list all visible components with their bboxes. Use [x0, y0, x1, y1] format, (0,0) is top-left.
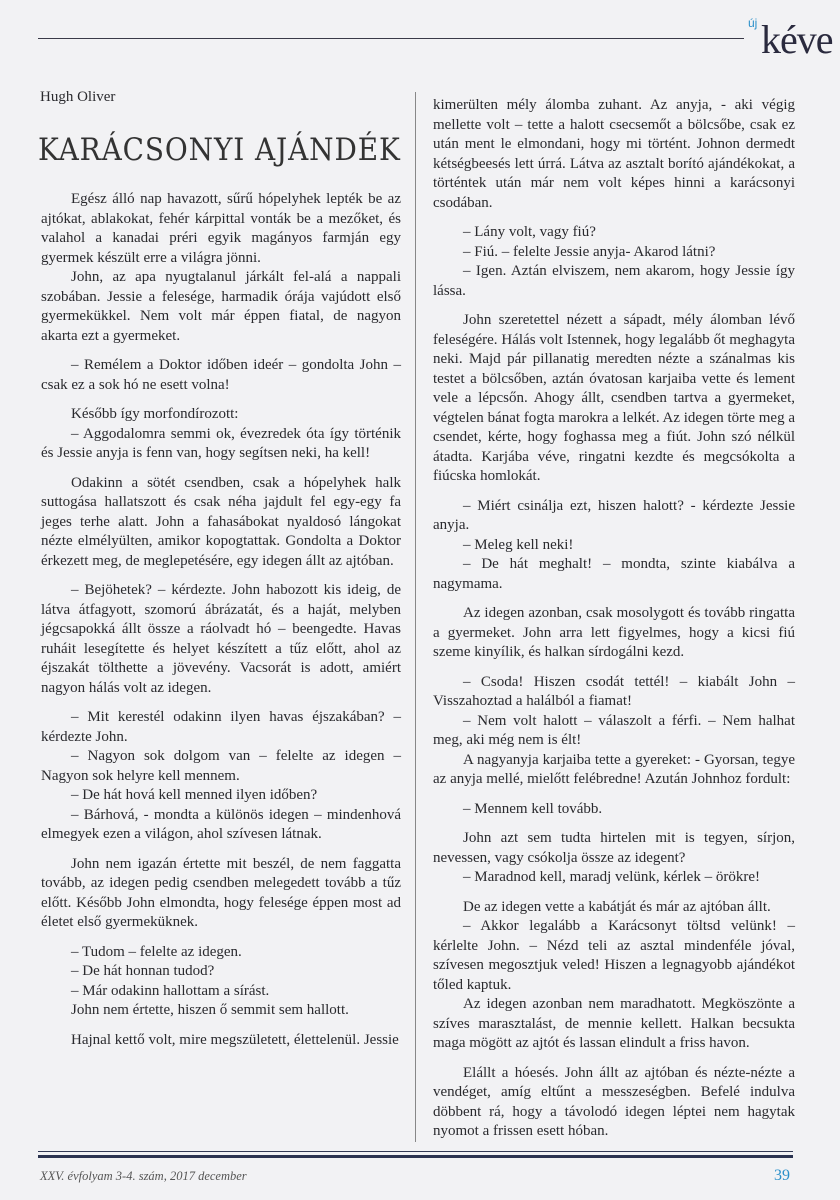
- page-footer: [0, 1148, 840, 1188]
- paragraph: – De hát hová kell menned ilyen időben?: [71, 787, 318, 803]
- paragraph: – Akkor legalább a Karácsonyt töltsd velünk! – kérlelte John. – Nézd teli az asztal mindenféle jóval, szívesen megosztjuk veled! Hiszen a legnagyobb ajándékot tőled kaptuk.: [433, 918, 795, 993]
- paragraph: kimerülten mély álomba zuhant. Az anyja, - aki végig mellette volt – tette a halott csecsemőt a bölcsőbe, csak ez után ment le elmondani, hogy mi történt. Johnon dermedt kétségbeesés lett úrrá. Látva az asztalt borító ajándékokat, a történtek után már nem volt képes hinni a karácsonyi csodában.: [433, 97, 795, 211]
- paragraph: – Csoda! Hiszen csodát tettél! – kiabált John – Visszahoztad a halálból a fiamat!: [433, 673, 795, 709]
- paragraph: – Bejöhetek? – kérdezte. John habozott kis ideig, de látva átfagyott, szomorú ábrázatát, és a haját, melyben jégcsapokká állt össze a ráolvadt hó – beengedte. Havas ruháit lesegítette és helyet készített a tűz előtt, ahol az éjszakát tölthette a jövevény. Vacsorát is adott, amiért nagyon hálás volt az idegen.: [41, 582, 401, 696]
- paragraph: – Már odakinn hallottam a sírást.: [71, 982, 270, 999]
- header-rule: [38, 38, 744, 39]
- paragraph: Később így morfondírozott:: [71, 406, 239, 422]
- paragraph: – Mit kerestél odakinn ilyen havas éjszakában? – kérdezte John.: [41, 709, 401, 745]
- right-column: [433, 96, 795, 1142]
- paragraph: – Meleg kell neki!: [463, 536, 574, 553]
- paragraph: John szeretettel nézett a sápadt, mély álomban lévő feleségére. Hálás volt Istennek, hogy legalább őt meghagyta neki. Majd pár pillanatig meredten nézte a szánalmas kis testet a bölcsőben, aztán óvatosan karjaiba vette és lement vele a lépcsőn. Ahogy állt, csendben tartva a gyermeket, végtelen bánat fogta marokra a lelkét. Az idegen törte meg a csendet, kérte, hogy foghassa meg a fiút. John szó nélkül átadta. Karjába véve, ringatni kezdte és megcsókolta a fiúcska homlokát.: [433, 312, 795, 484]
- paragraph: – De hát honnan tudod?: [71, 963, 215, 979]
- footer-rule-thick: [38, 1155, 793, 1158]
- paragraph: Hajnal kettő volt, mire megszületett, élettelenül. Jessie: [71, 1031, 399, 1048]
- paragraph: Az idegen azonban, csak mosolygott és tovább ringatta a gyermeket. John arra lett figyelmes, hogy a kicsi fiú szeme kinyílik, és halkan sírdogálni kezd.: [433, 605, 795, 660]
- paragraph: – Fiú. – felelte Jessie anyja- Akarod látni?: [463, 243, 716, 260]
- paragraph: Odakinn a sötét csendben, csak a hópelyhek halk suttogása hallatszott és csak néha jajdult fel egy-egy fa jeges terhe alatt. John a fahasábokat nyaldosó lángokat nézte elmélyülten, amikor kopogtattak. Gondolta a Doktor érkezett meg, de meglepetésére, egy idegen állt az ajtóban.: [41, 474, 401, 569]
- paragraph: John, az apa nyugtalanul járkált fel-alá a nappali szobában. Jessie a felesége, harmadik órája vajúdott első gyermekükkel. Nem volt már éppen fiatal, de nagyon akarta ezt a gyermeket.: [41, 269, 401, 344]
- page-number: 39: [774, 1167, 790, 1184]
- left-column: [41, 190, 401, 1050]
- article-title: KARÁCSONYI AJÁNDÉK: [38, 132, 401, 168]
- paragraph: John nem igazán értette mit beszél, de nem faggatta tovább, az idegen pedig csendben melegedett tovább a tűz előtt. Később John elmondta, hogy felesége éppen most ad életet első gyermeküknek.: [41, 855, 401, 930]
- paragraph: – Aggodalomra semmi ok, évezredek óta így történik és Jessie anyja is fenn van, hogy segítsen neki, ha kell!: [41, 425, 401, 461]
- paragraph: De az idegen vette a kabátját és már az ajtóban állt.: [463, 898, 771, 915]
- issue-info: XXV. évfolyam 3-4. szám, 2017 december: [40, 1169, 247, 1183]
- paragraph: – Maradnod kell, maradj velünk, kérlek – örökre!: [463, 869, 760, 885]
- column-divider: [415, 92, 416, 1142]
- magazine-logo: [748, 14, 833, 64]
- logo-main-text: kéve: [761, 17, 833, 62]
- paragraph: – Nagyon sok dolgom van – felelte az idegen – Nagyon sok helyre kell mennem.: [41, 748, 401, 784]
- paragraph: Elállt a hóesés. John állt az ajtóban és nézte-nézte a vendéget, amíg eltűnt a messzeségben. Befelé indulva döbbent rá, hogy a távolodó idegen léptei nem hagytak nyomot a frissen esett hóban.: [433, 1064, 795, 1139]
- paragraph: – Nem volt halott – válaszolt a férfi. – Nem halhat meg, aki még nem is élt!: [433, 712, 795, 748]
- footer-rule: [38, 1151, 793, 1152]
- paragraph: John azt sem tudta hirtelen mit is tegyen, sírjon, nevessen, vagy csókolja össze az idegent?: [433, 830, 795, 866]
- article-author: Hugh Oliver: [40, 89, 116, 105]
- logo-small-text: új: [748, 16, 758, 30]
- paragraph: A nagyanyja karjaiba tette a gyereket: - Gyorsan, tegye az anyja mellé, mielőtt felébredne! Azután Johnhoz fordult:: [433, 751, 795, 787]
- paragraph: – Bárhová, - mondta a különös idegen – mindenhová elmegyek ezen a világon, ahol szívesen látnak.: [41, 806, 401, 842]
- paragraph: Egész álló nap havazott, sűrű hópelyhek lepték be az ajtókat, ablakokat, fehér kárpittal vonták be a mezőket, és valahol a kanadai préri egyik magányos farmján egy gyermek készült erre a világra jönni.: [41, 191, 401, 266]
- paragraph: – Mennem kell tovább.: [463, 800, 603, 817]
- paragraph: – Lány volt, vagy fiú?: [463, 224, 596, 240]
- paragraph: John nem értette, hiszen ő semmit sem hallott.: [71, 1002, 349, 1018]
- paragraph: Az idegen azonban nem maradhatott. Megköszönte a szíves marasztalást, de mennie kellett. Halkan becsukta maga mögött az ajtót és lassan elindult a friss havon.: [433, 996, 795, 1051]
- paragraph: – De hát meghalt! – mondta, szinte kiabálva a nagymama.: [433, 556, 795, 592]
- paragraph: – Remélem a Doktor időben ideér – gondolta John – csak ez a sok hó ne esett volna!: [41, 357, 401, 393]
- paragraph: – Miért csinálja ezt, hiszen halott? - kérdezte Jessie anyja.: [433, 497, 795, 533]
- paragraph: – Igen. Aztán elviszem, nem akarom, hogy Jessie így lássa.: [433, 263, 795, 299]
- paragraph: – Tudom – felelte az idegen.: [71, 943, 242, 960]
